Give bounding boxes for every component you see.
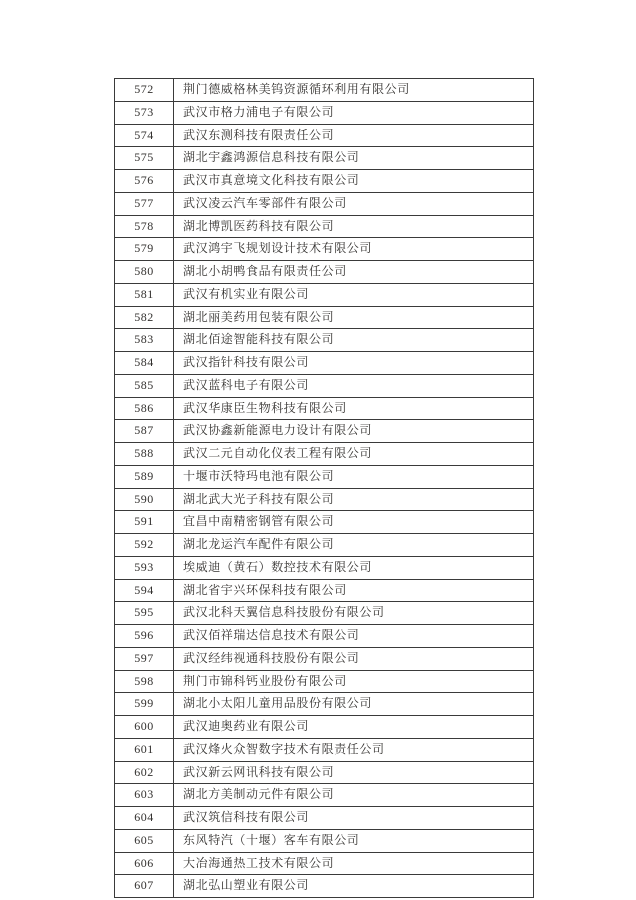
row-number: 574 xyxy=(115,124,174,147)
table-row xyxy=(115,465,534,488)
row-number: 591 xyxy=(115,511,174,534)
company-name: 武汉烽火众智数字技术有限责任公司 xyxy=(174,738,534,761)
company-name: 湖北宇鑫鸿源信息科技有限公司 xyxy=(174,147,534,170)
row-number: 575 xyxy=(115,147,174,170)
table-row xyxy=(115,170,534,193)
row-number: 605 xyxy=(115,829,174,852)
row-number: 601 xyxy=(115,738,174,761)
table-row xyxy=(115,79,534,102)
table-row xyxy=(115,443,534,466)
row-number: 602 xyxy=(115,761,174,784)
company-name: 湖北小胡鸭食品有限责任公司 xyxy=(174,261,534,284)
row-number: 583 xyxy=(115,329,174,352)
company-name: 武汉协鑫新能源电力设计有限公司 xyxy=(174,420,534,443)
company-name: 湖北博凯医药科技有限公司 xyxy=(174,215,534,238)
company-name: 湖北佰途智能科技有限公司 xyxy=(174,329,534,352)
table-row xyxy=(115,147,534,170)
row-number: 580 xyxy=(115,261,174,284)
company-name: 武汉市真意境文化科技有限公司 xyxy=(174,170,534,193)
company-name: 武汉二元自动化仪表工程有限公司 xyxy=(174,443,534,466)
row-number: 587 xyxy=(115,420,174,443)
company-name: 武汉筑信科技有限公司 xyxy=(174,807,534,830)
row-number: 596 xyxy=(115,625,174,648)
company-name: 武汉新云网讯科技有限公司 xyxy=(174,761,534,784)
company-table-body xyxy=(115,79,534,898)
company-name: 湖北方美制动元件有限公司 xyxy=(174,784,534,807)
table-row xyxy=(115,670,534,693)
company-name: 十堰市沃特玛电池有限公司 xyxy=(174,465,534,488)
row-number: 577 xyxy=(115,192,174,215)
table-row xyxy=(115,238,534,261)
row-number: 588 xyxy=(115,443,174,466)
company-name: 东风特汽（十堰）客车有限公司 xyxy=(174,829,534,852)
table-row xyxy=(115,579,534,602)
company-name: 大冶海通热工技术有限公司 xyxy=(174,852,534,875)
row-number: 584 xyxy=(115,352,174,375)
row-number: 578 xyxy=(115,215,174,238)
table-row xyxy=(115,352,534,375)
company-name: 武汉凌云汽车零部件有限公司 xyxy=(174,192,534,215)
company-name: 武汉蓝科电子有限公司 xyxy=(174,374,534,397)
row-number: 585 xyxy=(115,374,174,397)
row-number: 599 xyxy=(115,693,174,716)
row-number: 598 xyxy=(115,670,174,693)
row-number: 604 xyxy=(115,807,174,830)
row-number: 581 xyxy=(115,283,174,306)
table-row xyxy=(115,647,534,670)
company-name: 武汉市格力浦电子有限公司 xyxy=(174,101,534,124)
company-name: 湖北小太阳儿童用品股份有限公司 xyxy=(174,693,534,716)
table-row xyxy=(115,875,534,898)
row-number: 593 xyxy=(115,556,174,579)
company-name: 湖北省宇兴环保科技有限公司 xyxy=(174,579,534,602)
company-name: 湖北龙运汽车配件有限公司 xyxy=(174,534,534,557)
company-name: 武汉华康臣生物科技有限公司 xyxy=(174,397,534,420)
row-number: 594 xyxy=(115,579,174,602)
table-row xyxy=(115,124,534,147)
company-name: 湖北武大光子科技有限公司 xyxy=(174,488,534,511)
table-row xyxy=(115,602,534,625)
row-number: 606 xyxy=(115,852,174,875)
company-name: 荆门德威格林美钨资源循环利用有限公司 xyxy=(174,79,534,102)
table-row xyxy=(115,807,534,830)
row-number: 572 xyxy=(115,79,174,102)
table-row xyxy=(115,101,534,124)
table-row xyxy=(115,716,534,739)
row-number: 595 xyxy=(115,602,174,625)
row-number: 600 xyxy=(115,716,174,739)
table-row xyxy=(115,397,534,420)
table-row xyxy=(115,215,534,238)
table-row xyxy=(115,693,534,716)
table-row xyxy=(115,374,534,397)
table-row xyxy=(115,625,534,648)
company-name: 武汉迪奥药业有限公司 xyxy=(174,716,534,739)
table-row xyxy=(115,556,534,579)
table-row xyxy=(115,420,534,443)
company-name: 宜昌中南精密钢管有限公司 xyxy=(174,511,534,534)
company-name: 武汉有机实业有限公司 xyxy=(174,283,534,306)
company-name: 武汉指针科技有限公司 xyxy=(174,352,534,375)
row-number: 589 xyxy=(115,465,174,488)
company-name: 武汉鸿宇飞规划设计技术有限公司 xyxy=(174,238,534,261)
table-row xyxy=(115,283,534,306)
row-number: 576 xyxy=(115,170,174,193)
row-number: 607 xyxy=(115,875,174,898)
table-row xyxy=(115,329,534,352)
table-row xyxy=(115,852,534,875)
company-table xyxy=(114,78,534,898)
table-row xyxy=(115,192,534,215)
row-number: 597 xyxy=(115,647,174,670)
company-name: 湖北丽美药用包装有限公司 xyxy=(174,306,534,329)
row-number: 579 xyxy=(115,238,174,261)
table-row xyxy=(115,534,534,557)
company-name: 荆门市锦科钙业股份有限公司 xyxy=(174,670,534,693)
row-number: 590 xyxy=(115,488,174,511)
company-name: 武汉东测科技有限责任公司 xyxy=(174,124,534,147)
row-number: 582 xyxy=(115,306,174,329)
company-name: 武汉北科天翼信息科技股份有限公司 xyxy=(174,602,534,625)
row-number: 586 xyxy=(115,397,174,420)
table-row xyxy=(115,761,534,784)
table-row xyxy=(115,784,534,807)
table-row xyxy=(115,829,534,852)
table-row xyxy=(115,261,534,284)
table-row xyxy=(115,488,534,511)
table-row xyxy=(115,738,534,761)
company-name: 湖北弘山塑业有限公司 xyxy=(174,875,534,898)
company-name: 埃威迪（黄石）数控技术有限公司 xyxy=(174,556,534,579)
company-name: 武汉佰祥瑞达信息技术有限公司 xyxy=(174,625,534,648)
row-number: 573 xyxy=(115,101,174,124)
table-row xyxy=(115,306,534,329)
company-name: 武汉经纬视通科技股份有限公司 xyxy=(174,647,534,670)
table-row xyxy=(115,511,534,534)
row-number: 592 xyxy=(115,534,174,557)
row-number: 603 xyxy=(115,784,174,807)
